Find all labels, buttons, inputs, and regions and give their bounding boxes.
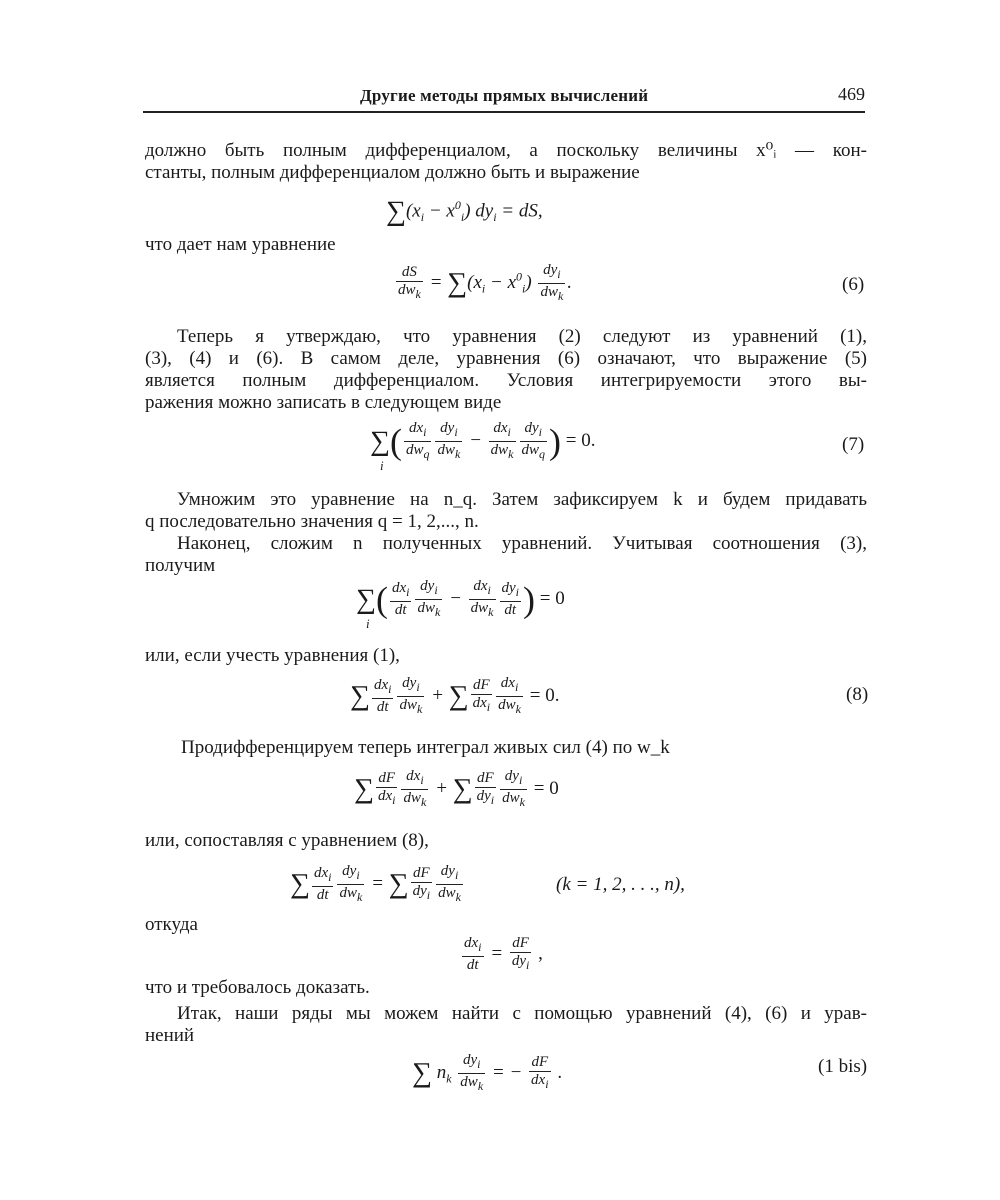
equation-6-number: (6) bbox=[842, 274, 865, 295]
paragraph-line: должно быть полным дифференциалом, а поскольку величины x⁰ᵢ — кон- bbox=[145, 140, 867, 161]
paragraph-line: Итак, наши ряды мы можем найти с помощью уравнений (4), (6) и урав- bbox=[177, 1003, 867, 1024]
equation-comparison: ∑ $\frac{dx_i}{dt}$ $\frac{dy_i}{dw_k}$ = ∑ $\frac{dF}{dy_i}$ $\frac{dy_i}{dw_k}$ bbox=[290, 863, 461, 904]
header-rule bbox=[143, 111, 865, 113]
page-number: 469 bbox=[838, 84, 865, 104]
equation-result: $\frac{dx_i}{dt}$ = $\frac{dF}{dy_i}$ , bbox=[464, 935, 543, 973]
paragraph-line: Наконец, сложим n полученных уравнений. Учитывая соотношения (3), bbox=[177, 533, 867, 554]
equation-8-number: (8) bbox=[846, 684, 869, 705]
paragraph-line: Умножим это уравнение на n_q. Затем зафиксируем k и будем придавать bbox=[177, 489, 867, 510]
equation-differentiated: ∑ $\frac{dF}{dx_i}$ $\frac{dx_i}{dw_k}$ + ∑ $\frac{dF}{dy_i}$ $\frac{dy_i}{dw_k}$ = 0 bbox=[354, 768, 559, 809]
paragraph-line: q последовательно значения q = 1, 2,..., n. bbox=[145, 511, 479, 532]
paragraph-line: получим bbox=[145, 555, 216, 576]
paragraph-line: откуда bbox=[145, 914, 198, 935]
paragraph-line: Продифференцируем теперь интеграл живых сил (4) по w_k bbox=[181, 737, 670, 758]
equation-1bis-number: (1 bis) bbox=[818, 1056, 868, 1077]
paragraph-line: станты, полным дифференциалом должно быть и выражение bbox=[145, 162, 640, 183]
paragraph-line: или, если учесть уравнения (1), bbox=[145, 645, 400, 666]
equation-7: ∑ i ( $\frac{dx_i}{dw_q}$ $\frac{dy_i}{dw_k}$ − $\frac{dx_i}{dw_k}$ $\frac{dy_i}{dw_q}$ ) = 0. bbox=[370, 420, 596, 473]
paragraph-line: нений bbox=[145, 1025, 195, 1046]
paragraph-line: Теперь я утверждаю, что уравнения (2) следуют из уравнений (1), bbox=[177, 326, 867, 347]
equation-7-number: (7) bbox=[842, 434, 865, 455]
equation-6: $\frac{dS}{dw_k}$ = $\sum(x_i - x^0_i)$ $\frac{dy_i}{dw_k}$ . bbox=[398, 262, 573, 303]
paragraph-line: или, сопоставляя с уравнением (8), bbox=[145, 830, 429, 851]
equation-condition: (k = 1, 2, . . ., n), bbox=[556, 874, 685, 895]
paragraph-line: является полным дифференциалом. Условия интегрируемости этого вы- bbox=[145, 370, 867, 391]
equation-intermediate: ∑ i ( $\frac{dx_i}{dt}$ $\frac{dy_i}{dw_k}$ − $\frac{dx_i}{dw_k}$ $\frac{dy_i}{dt}$ ) = 0 bbox=[356, 578, 565, 631]
paragraph-line: что и требовалось доказать. bbox=[145, 977, 370, 998]
paragraph-line: что дает нам уравнение bbox=[145, 234, 336, 255]
paragraph-line: ражения можно записать в следующем виде bbox=[145, 392, 502, 413]
equation-1bis: ∑ $n_k$ $\frac{dy_i}{dw_k}$ = − $\frac{dF}{dx_i}$ . bbox=[412, 1052, 563, 1093]
running-header-title: Другие методы прямых вычислений bbox=[360, 86, 649, 105]
equation-ds: $\sum(x_i - x^0_i) dy_i$ = dS, bbox=[386, 196, 543, 227]
paragraph-line: (3), (4) и (6). В самом деле, уравнения (6) означают, что выражение (5) bbox=[145, 348, 867, 369]
equation-8: ∑ $\frac{dx_i}{dt}$ $\frac{dy_i}{dw_k}$ + ∑ $\frac{dF}{dx_i}$ $\frac{dx_i}{dw_k}$ = 0. bbox=[350, 675, 560, 716]
